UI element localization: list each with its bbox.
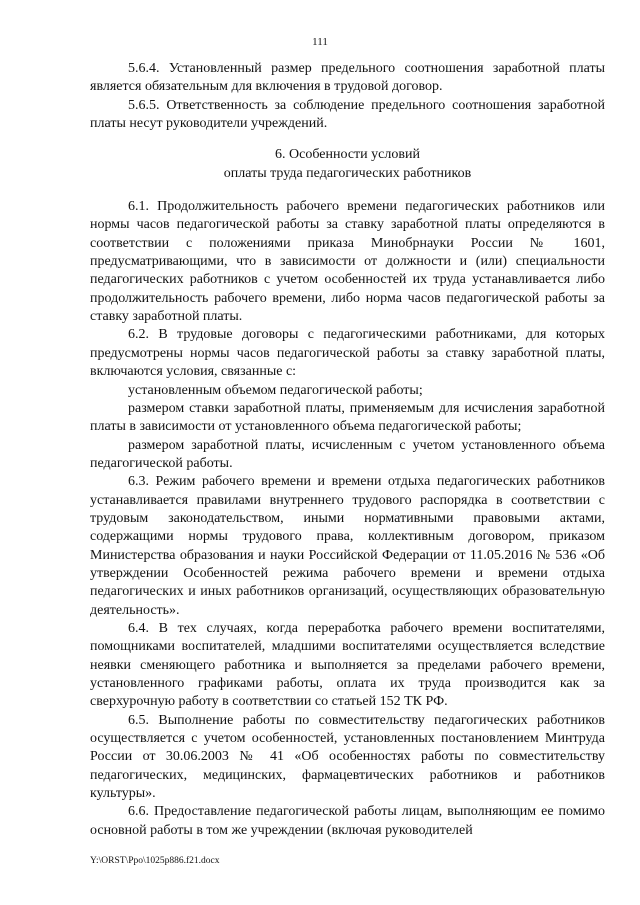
paragraph-5-6-5: 5.6.5. Ответственность за соблюдение предельного соотношения заработной платы несут руководители учреждений. [90,97,605,132]
paragraph-6-3: 6.3. Режим рабочего времени и времени отдыха педагогических работников устанавливается правилами внутреннего трудового распорядка в соответствии с трудовым законодательством, иными нормативными правовыми актами, содержащими нормы трудового права, коллективным договором, приказом Министерства образования и науки Российской Федерации от 11.05.2016 № 536 «Об утверждении Особенностей режима рабочего времени и времени отдыха педагогических и иных работников организаций, осуществляющих образовательную деятельность». [90,474,605,618]
paragraph-6-6: 6.6. Предоставление педагогической работы лицам, выполняющим ее помимо основной работы в том же учреждении (включая руководителей [90,804,605,838]
paragraph-6-4: 6.4. В тех случаях, когда переработка рабочего времени воспитателями, помощниками воспитателей, младшими воспитателями осуществляется вследствие неявки сменяющего работника и выполняется за пределами рабочего времени, установленного графиками работы, оплата их труда производится как за сверхурочную работу в соответствии со статьей 152 ТК РФ. [90,620,605,710]
paragraph-6-5: 6.5. Выполнение работы по совместительству педагогических работников осуществляется с учетом особенностей, установленных постановлением Минтруда России от 30.06.2003 № 41 «Об особенностях работы по совместительству педагогических, медицинских, фармацевтических работников и работников культуры». [90,712,605,802]
paragraph-5-6-4: 5.6.4. Установленный размер предельного соотношения заработной платы является обязательным для включения в трудовой договор. [90,61,605,95]
section-heading [90,146,605,183]
paragraph-6-1: 6.1. Продолжительность рабочего времени педагогических работников или нормы часов педагогической работы за ставку заработной платы определяются в соответствии с положениями приказа Минобрнауки России № 1601, предусматривающими, что в зависимости от должности и (или) специальности педагогических работников с учетом особенностей их труда устанавливается либо продолжительность рабочего времени, либо норма часов педагогической работы за ставку заработной платы. [90,199,605,325]
paragraph-6-2: 6.2. В трудовые договоры с педагогическими работниками, для которых предусмотрены нормы часов педагогической работы за ставку заработной платы, включаются условия, связанные с: [90,327,605,380]
page-number: 111 [312,36,328,48]
file-path-footer: Y:\ORST\Ppo\1025p886.f21.docx [90,856,220,866]
list-item: размером заработной платы, исчисленным с учетом установленного объема педагогической работы. [90,437,605,471]
list-item: размером ставки заработной платы, применяемым для исчисления заработной платы в зависимости от установленного объема педагогической работы; [90,400,605,435]
document-body [90,60,605,840]
list-item: установленным объемом педагогической работы; [128,382,423,398]
section-heading-line2: оплаты труда педагогических работников [223,165,472,181]
section-heading-line1: 6. Особенности условий [275,147,420,163]
